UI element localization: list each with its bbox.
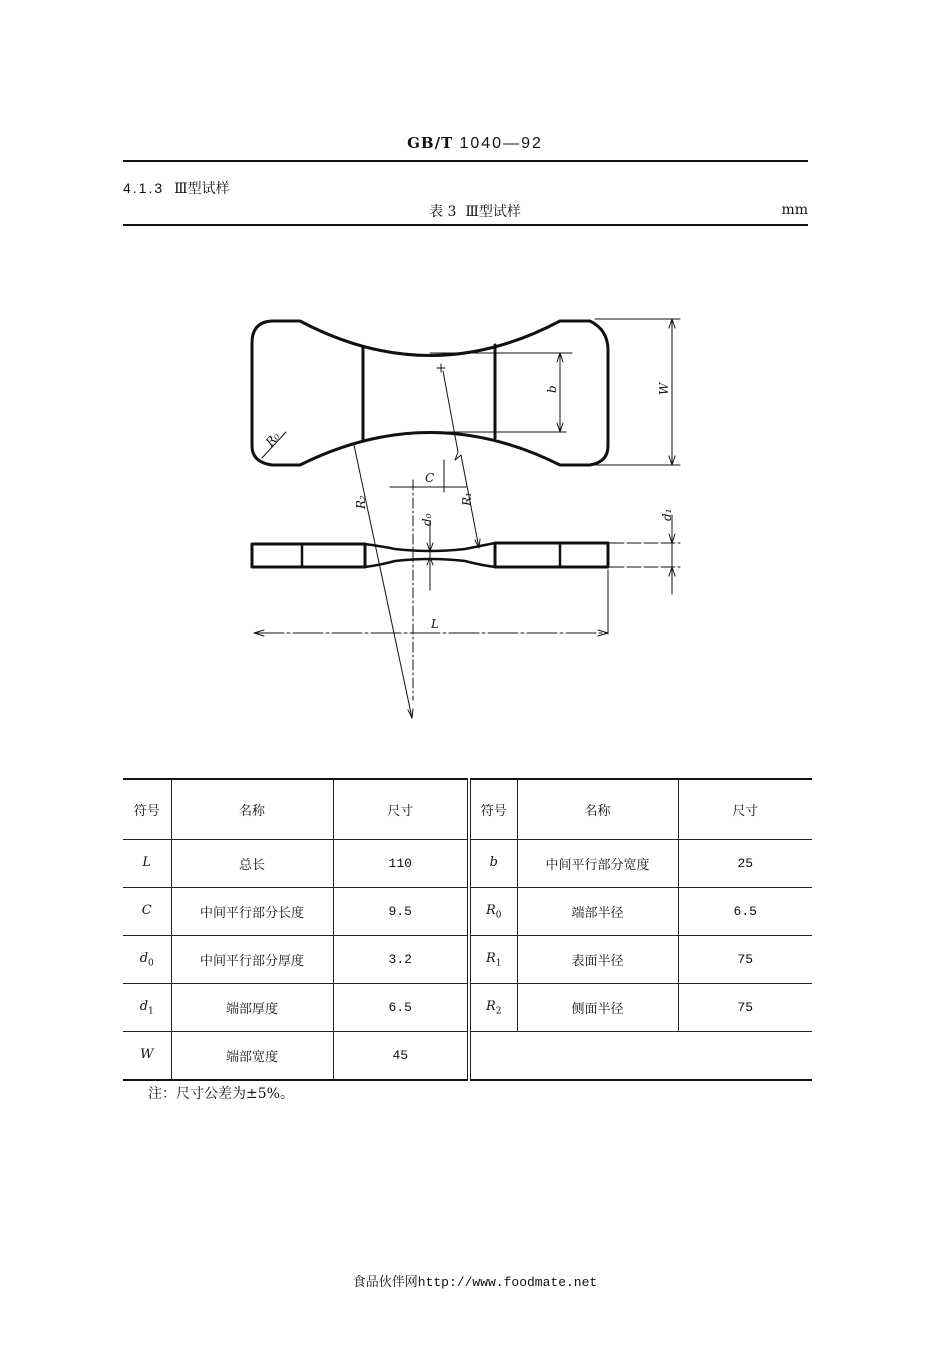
col-header-size: 尺寸: [678, 779, 812, 840]
name-cell: 中间平行部分厚度: [171, 936, 333, 984]
footer-site-name: 食品伙伴网: [352, 1275, 418, 1290]
size-cell: 45: [333, 1032, 469, 1081]
label-c: C: [425, 471, 435, 485]
size-cell: 25: [678, 840, 812, 888]
symbol-cell: L: [123, 840, 171, 888]
section-title: Ⅲ型试样: [174, 181, 230, 197]
name-cell: 端部厚度: [171, 984, 333, 1032]
size-cell: 6.5: [333, 984, 469, 1032]
label-r1: R₁: [460, 492, 474, 506]
symbol-cell: $R_1$: [469, 936, 517, 984]
symbol-cell: C: [123, 888, 171, 936]
name-cell: 端部半径: [517, 888, 678, 936]
table-label: 表 3: [429, 204, 457, 220]
table-row: [123, 1032, 812, 1081]
size-cell: 9.5: [333, 888, 469, 936]
symbol-cell: W: [123, 1032, 171, 1081]
table-row: [123, 936, 812, 984]
label-l: L: [431, 617, 439, 631]
size-cell: 6.5: [678, 888, 812, 936]
name-cell: 中间平行部分长度: [171, 888, 333, 936]
label-d1: d₁: [660, 508, 674, 521]
size-cell: 75: [678, 984, 812, 1032]
unit-label: mm: [781, 202, 808, 218]
standard-prefix: GB/T: [407, 134, 454, 152]
col-header-name: 名称: [171, 779, 333, 840]
label-b: b: [545, 385, 559, 393]
symbol-cell: $R_2$: [469, 984, 517, 1032]
name-cell: 侧面半径: [517, 984, 678, 1032]
empty-cell: [469, 1032, 812, 1081]
col-header-symbol: 符号: [123, 779, 171, 840]
name-cell: 表面半径: [517, 936, 678, 984]
size-cell: 110: [333, 840, 469, 888]
table-row: [123, 840, 812, 888]
name-cell: 端部宽度: [171, 1032, 333, 1081]
symbol-cell: $d_0$: [123, 936, 171, 984]
section-number: 4.1.3: [123, 180, 165, 196]
footer-url[interactable]: http://www.foodmate.net: [417, 1275, 598, 1290]
table-row: [123, 984, 812, 1032]
symbol-cell: b: [469, 840, 517, 888]
table-header-row: [123, 779, 812, 840]
name-cell: 总长: [171, 840, 333, 888]
size-cell: 75: [678, 936, 812, 984]
label-r0: R₀: [262, 429, 283, 450]
name-cell: 中间平行部分宽度: [517, 840, 678, 888]
col-header-name: 名称: [517, 779, 678, 840]
label-d0: d₀: [420, 513, 434, 526]
spec-table: [123, 778, 812, 1081]
tolerance-note: 注：尺寸公差为±5%。: [148, 1086, 294, 1102]
table-title: Ⅲ型试样: [465, 204, 521, 220]
symbol-cell: $R_0$: [469, 888, 517, 936]
symbol-cell: $d_1$: [123, 984, 171, 1032]
col-header-symbol: 符号: [469, 779, 517, 840]
table-row: [123, 888, 812, 936]
col-header-size: 尺寸: [333, 779, 469, 840]
label-r2: R₂: [354, 495, 368, 509]
standard-number: 1040—92: [459, 135, 543, 152]
label-w: W: [657, 382, 671, 395]
footer: [0, 1271, 950, 1290]
size-cell: 3.2: [333, 936, 469, 984]
